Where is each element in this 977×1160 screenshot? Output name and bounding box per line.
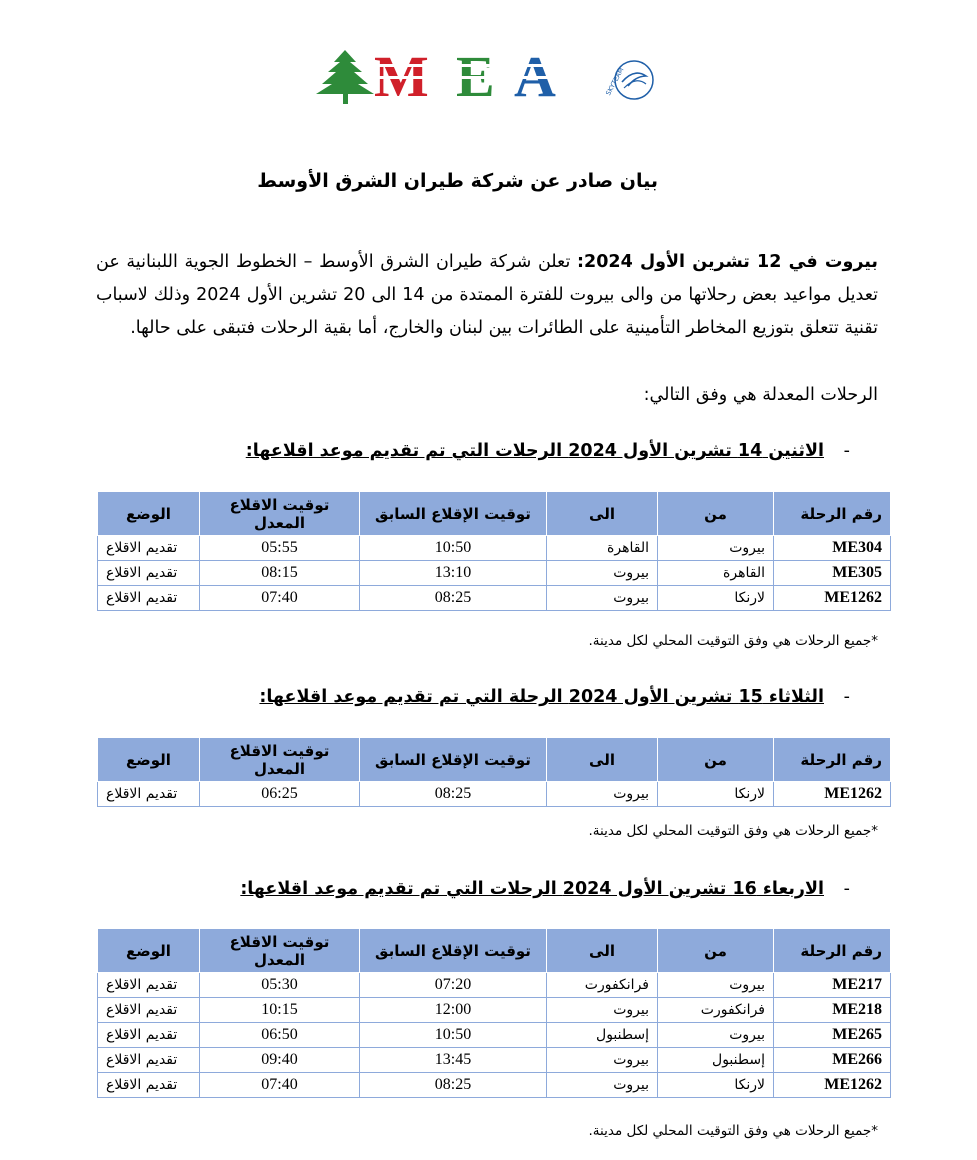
table-row: [98, 561, 891, 586]
section-heading-monday: -الاثنين 14 تشرين الأول 2024 الرحلات التي تم تقديم موعد اقلاعها:: [245, 441, 850, 461]
table-header-row: [98, 929, 891, 973]
flights-table-wednesday: [97, 928, 891, 1098]
col-to: الى: [547, 738, 658, 782]
flight-number: ME265: [774, 1023, 891, 1048]
from-city: لارنكا: [658, 1073, 774, 1098]
previous-time: 08:25: [360, 586, 547, 611]
flight-number: ME1262: [774, 1073, 891, 1098]
status: تقديم الاقلاع: [98, 586, 200, 611]
to-city: بيروت: [547, 1073, 658, 1098]
table-row: [98, 1023, 891, 1048]
footnote: *جميع الرحلات هي وفق التوقيت المحلي لكل مدينة.: [588, 823, 878, 839]
flights-table-monday: [97, 491, 891, 611]
col-new-time: توقيت الاقلاع المعدل: [200, 492, 360, 536]
intro-text: الرحلات المعدلة هي وفق التالي:: [643, 385, 878, 405]
previous-time: 08:25: [360, 1073, 547, 1098]
col-to: الى: [547, 492, 658, 536]
col-previous-time: توقيت الإقلاع السابق: [360, 738, 547, 782]
section-heading-wednesday: -الاربعاء 16 تشرين الأول 2024 الرحلات التي تم تقديم موعد اقلاعها:: [240, 879, 850, 899]
col-from: من: [658, 492, 774, 536]
col-new-time: توقيت الاقلاع المعدل: [200, 929, 360, 973]
logo-letter-m: [356, 46, 466, 108]
from-city: بيروت: [658, 536, 774, 561]
to-city: إسطنبول: [547, 1023, 658, 1048]
col-status: الوضع: [98, 738, 200, 782]
to-city: القاهرة: [547, 536, 658, 561]
col-previous-time: توقيت الإقلاع السابق: [360, 929, 547, 973]
table-row: [98, 998, 891, 1023]
new-time: 07:40: [200, 586, 360, 611]
new-time: 10:15: [200, 998, 360, 1023]
status: تقديم الاقلاع: [98, 536, 200, 561]
skyteam-icon: [604, 61, 653, 99]
status: تقديم الاقلاع: [98, 998, 200, 1023]
previous-time: 07:20: [360, 973, 547, 998]
flight-number: ME1262: [774, 782, 891, 807]
status: تقديم الاقلاع: [98, 1073, 200, 1098]
col-flight-number: رقم الرحلة: [774, 929, 891, 973]
new-time: 06:50: [200, 1023, 360, 1048]
from-city: القاهرة: [658, 561, 774, 586]
flight-number: ME304: [774, 536, 891, 561]
new-time: 08:15: [200, 561, 360, 586]
table-header-row: [98, 738, 891, 782]
new-time: 05:30: [200, 973, 360, 998]
logo-letter-a: [506, 46, 596, 108]
table-row: [98, 973, 891, 998]
from-city: فرانكفورت: [658, 998, 774, 1023]
table-row: [98, 1073, 891, 1098]
status: تقديم الاقلاع: [98, 1023, 200, 1048]
flight-number: ME217: [774, 973, 891, 998]
previous-time: 12:00: [360, 998, 547, 1023]
table-header-row: [98, 492, 891, 536]
section-heading-text: الاربعاء 16 تشرين الأول 2024 الرحلات التي تم تقديم موعد اقلاعها:: [240, 879, 824, 899]
flight-number: ME266: [774, 1048, 891, 1073]
col-flight-number: رقم الرحلة: [774, 738, 891, 782]
status: تقديم الاقلاع: [98, 973, 200, 998]
statement-paragraph: [96, 246, 878, 345]
previous-time: 13:45: [360, 1048, 547, 1073]
status: تقديم الاقلاع: [98, 561, 200, 586]
table-row: [98, 586, 891, 611]
new-time: 06:25: [200, 782, 360, 807]
to-city: بيروت: [547, 1048, 658, 1073]
statement-lead: بيروت في 12 تشرين الأول 2024:: [577, 252, 878, 272]
to-city: بيروت: [547, 586, 658, 611]
col-status: الوضع: [98, 492, 200, 536]
from-city: لارنكا: [658, 586, 774, 611]
to-city: فرانكفورت: [547, 973, 658, 998]
section-heading-text: الاثنين 14 تشرين الأول 2024 الرحلات التي تم تقديم موعد اقلاعها:: [245, 441, 824, 461]
col-new-time: توقيت الاقلاع المعدل: [200, 738, 360, 782]
flight-number: ME305: [774, 561, 891, 586]
col-to: الى: [547, 929, 658, 973]
flight-number: ME1262: [774, 586, 891, 611]
table-row: [98, 1048, 891, 1073]
to-city: بيروت: [547, 561, 658, 586]
col-from: من: [658, 738, 774, 782]
table-row: [98, 782, 891, 807]
new-time: 05:55: [200, 536, 360, 561]
status: تقديم الاقلاع: [98, 782, 200, 807]
col-flight-number: رقم الرحلة: [774, 492, 891, 536]
flight-number: ME218: [774, 998, 891, 1023]
col-from: من: [658, 929, 774, 973]
previous-time: 10:50: [360, 1023, 547, 1048]
footnote: *جميع الرحلات هي وفق التوقيت المحلي لكل مدينة.: [588, 633, 878, 649]
to-city: بيروت: [547, 782, 658, 807]
to-city: بيروت: [547, 998, 658, 1023]
from-city: إسطنبول: [658, 1048, 774, 1073]
logo-letter-e: [446, 46, 516, 108]
from-city: بيروت: [658, 973, 774, 998]
footnote: *جميع الرحلات هي وفق التوقيت المحلي لكل مدينة.: [588, 1123, 878, 1139]
previous-time: 13:10: [360, 561, 547, 586]
mea-logo: [316, 46, 661, 108]
status: تقديم الاقلاع: [98, 1048, 200, 1073]
previous-time: 08:25: [360, 782, 547, 807]
svg-text:SKYTEAM: SKYTEAM: [604, 66, 626, 97]
table-row: [98, 536, 891, 561]
flights-table-tuesday: [97, 737, 891, 807]
col-previous-time: توقيت الإقلاع السابق: [360, 492, 547, 536]
from-city: لارنكا: [658, 782, 774, 807]
section-heading-text: الثلاثاء 15 تشرين الأول 2024 الرحلة التي تم تقديم موعد اقلاعها:: [259, 687, 824, 707]
new-time: 07:40: [200, 1073, 360, 1098]
statement-body: تعلن شركة طيران الشرق الأوسط – الخطوط الجوية اللبنانية عن تعديل مواعيد بعض رحلاتها من والى بيروت للفترة الممتدة من 14 الى 20 تشرين الأول 2024 وذلك لاسباب تقنية تتعلق بتوزيع المخاطر التأمينية على الطائرات بين لبنان والخارج، أما بقية الرحلات فتبقى على حالها.: [96, 252, 879, 338]
cedar-icon: [316, 50, 374, 104]
from-city: بيروت: [658, 1023, 774, 1048]
col-status: الوضع: [98, 929, 200, 973]
new-time: 09:40: [200, 1048, 360, 1073]
statement-title: بيان صادر عن شركة طيران الشرق الأوسط: [257, 170, 658, 192]
section-heading-tuesday: -الثلاثاء 15 تشرين الأول 2024 الرحلة التي تم تقديم موعد اقلاعها:: [259, 687, 850, 707]
previous-time: 10:50: [360, 536, 547, 561]
